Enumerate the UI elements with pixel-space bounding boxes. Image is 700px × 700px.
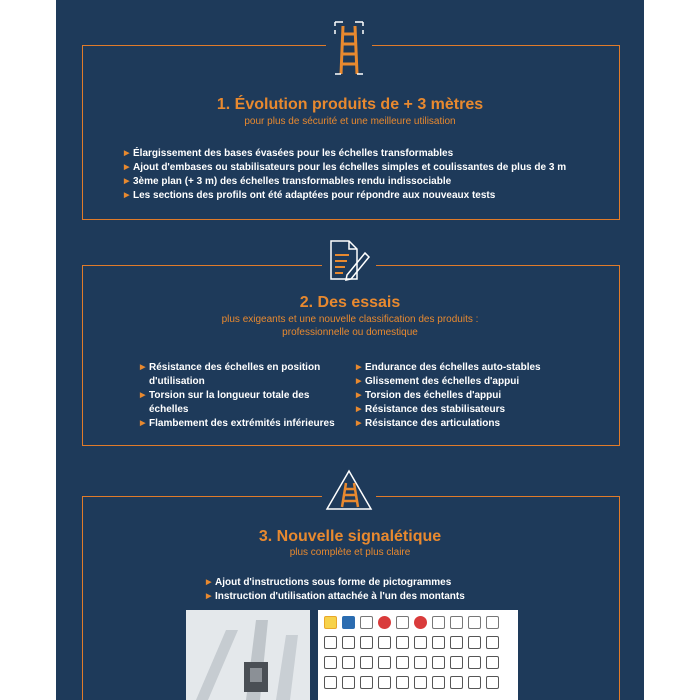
pictogram-icon (360, 636, 373, 649)
section-3-icon-wrap (322, 466, 376, 514)
section-2-list-right (356, 361, 596, 431)
pictogram-icon (342, 636, 355, 649)
list-item: ▶ Flambement des extrémités inférieures (140, 417, 346, 431)
person-icon (468, 616, 481, 629)
ladder-hinge-photo (186, 610, 310, 700)
list-item: ▶ 3ème plan (+ 3 m) des échelles transformables rendu indissociable (124, 175, 594, 189)
pictogram-icon (378, 636, 391, 649)
list-item: ▶ Résistance des articulations (356, 417, 596, 431)
pictogram-icon (396, 656, 409, 669)
section-1-title: 1. Évolution produits de + 3 mètres (216, 96, 484, 113)
section-2-subtitle-line2: professionnelle ou domestique (282, 327, 418, 338)
pictogram-icon (342, 656, 355, 669)
person-icon (432, 616, 445, 629)
pictogram-sheet (318, 610, 518, 700)
pictogram-icon (468, 676, 481, 689)
pictogram-icon (450, 656, 463, 669)
ladder-icon (332, 20, 366, 76)
person-icon (360, 616, 373, 629)
section-3-subtitle: plus complète et plus claire (289, 547, 411, 558)
pictogram-icon (468, 636, 481, 649)
pictogram-icon (414, 676, 427, 689)
list-item: ▶ Glissement des échelles d'appui (356, 375, 596, 389)
list-item: ▶ Torsion des échelles d'appui (356, 389, 596, 403)
pictogram-icon (378, 656, 391, 669)
pictogram-icon (360, 656, 373, 669)
pictogram-icon (324, 656, 337, 669)
pictogram-icon (396, 636, 409, 649)
list-item: ▶ Résistance des échelles en position d'utilisation (140, 361, 346, 389)
pictogram-icon (450, 676, 463, 689)
document-pen-icon (327, 239, 371, 281)
list-item: ▶ Instruction d'utilisation attachée à l'un des montants (206, 590, 526, 604)
section-1-list (124, 147, 594, 203)
list-item: ▶ Torsion sur la longueur totale des échelles (140, 389, 346, 417)
pictogram-icon (342, 676, 355, 689)
list-item: ▶ Les sections des profils ont été adaptées pour répondre aux nouveaux tests (124, 189, 594, 203)
pictogram-icon (486, 636, 499, 649)
pictogram-icon (360, 676, 373, 689)
stop-icon (378, 616, 391, 629)
pictogram-icon (468, 656, 481, 669)
list-item: ▶ Résistance des stabilisateurs (356, 403, 596, 417)
pictogram-icon (432, 676, 445, 689)
ladder-pictogram-icon (396, 616, 409, 629)
pictogram-icon (432, 656, 445, 669)
list-item: ▶ Ajout d'instructions sous forme de pictogrammes (206, 576, 526, 590)
pictogram-icon (450, 636, 463, 649)
ladder-pictogram-icon (450, 616, 463, 629)
list-item: ▶ Ajout d'embases ou stabilisateurs pour les échelles simples et coulissantes de plus de 3 m (124, 161, 594, 175)
pictogram-icon (378, 676, 391, 689)
section-1-subtitle: pour plus de sécurité et une meilleure utilisation (244, 116, 456, 127)
section-2-title: 2. Des essais (299, 294, 401, 311)
pictogram-icon (486, 656, 499, 669)
pictogram-icon (486, 676, 499, 689)
ladder-hinge-illustration (186, 610, 310, 700)
section-3-list (206, 576, 526, 604)
warning-ladder-icon (325, 469, 373, 511)
list-item: ▶ Élargissement des bases évasées pour les échelles transformables (124, 147, 594, 161)
pictogram-icon (432, 636, 445, 649)
warning-icon (324, 616, 337, 629)
pictogram-icon (324, 636, 337, 649)
pictogram-icon (324, 676, 337, 689)
pictogram-icon (396, 676, 409, 689)
pictogram-icon (414, 636, 427, 649)
info-icon (342, 616, 355, 629)
section-2-icon-wrap (322, 236, 376, 284)
list-item: ▶ Endurance des échelles auto-stables (356, 361, 596, 375)
section-1-icon-wrap (326, 18, 372, 78)
section-2-subtitle-line1: plus exigeants et une nouvelle classification des produits : (221, 314, 479, 325)
stop-icon (414, 616, 427, 629)
section-2-list-left (140, 361, 346, 431)
pictogram-icon (414, 656, 427, 669)
infographic-panel (56, 0, 644, 700)
section-3-title: 3. Nouvelle signalétique (258, 528, 442, 545)
ladder-pictogram-icon (486, 616, 499, 629)
